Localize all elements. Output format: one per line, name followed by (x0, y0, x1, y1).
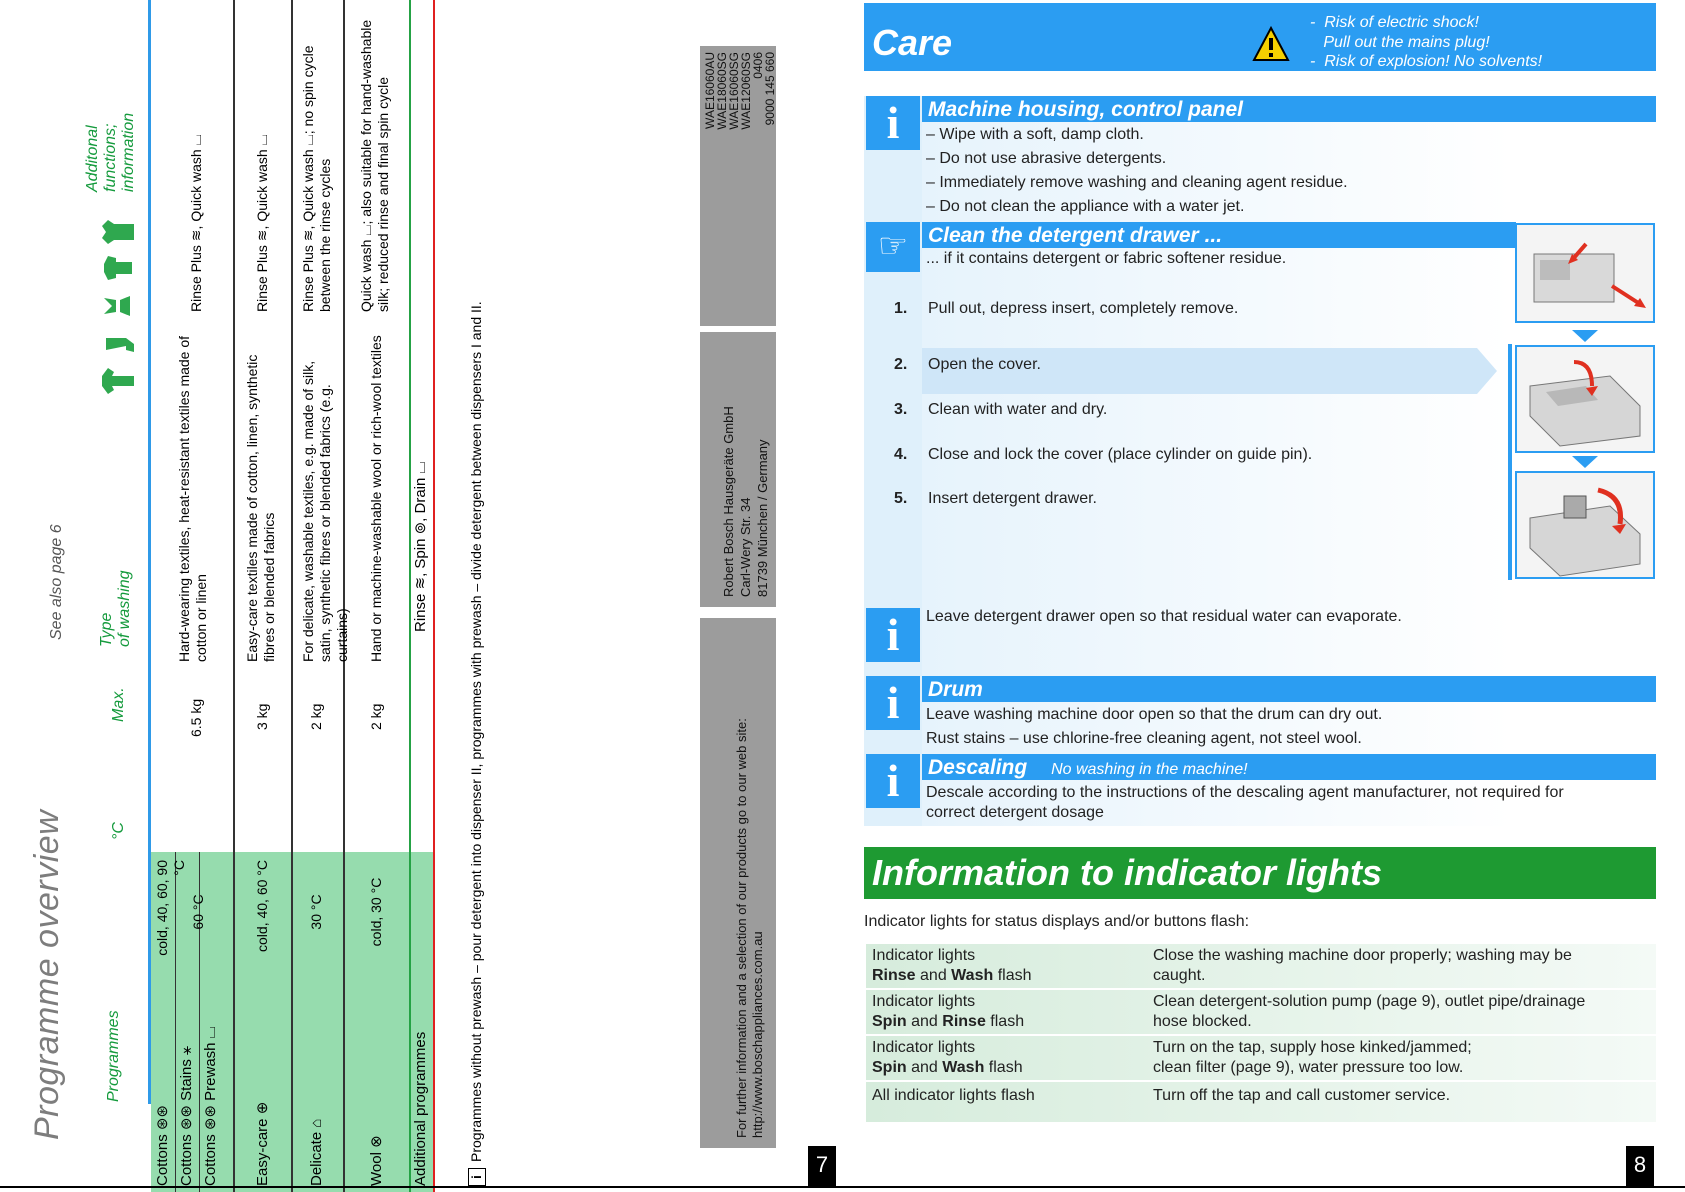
housing-item: – Wipe with a soft, damp cloth. (926, 126, 1144, 143)
step-text: Pull out, depress insert, completely remove. (928, 300, 1239, 317)
info-icon: i (866, 96, 920, 150)
descaling-title: Descaling (928, 756, 1028, 779)
indicator-action-line2: caught. (1153, 967, 1206, 984)
care-title: Care (872, 22, 953, 63)
see-also-note: See also page 6 (48, 524, 65, 640)
step-number: 2. (894, 356, 908, 373)
down-arrow-icon (1572, 330, 1598, 344)
drawer-title: Clean the detergent drawer ... (922, 222, 1516, 248)
temp-wool: cold, 30 °C (368, 877, 384, 947)
step-text: Open the cover. (928, 356, 1041, 373)
indicator-intro: Indicator lights for status displays and/or buttons flash: (864, 913, 1250, 930)
additional-programmes-value: Rinse ≋, Spin ⊚, Drain ⌴ (412, 461, 429, 632)
prog-cottons-stains: Cottons ⊛⊛ Stains ⚹ (178, 1045, 195, 1186)
type-delicate: For delicate, washable textiles, e.g. made of silk, satin, synthetic fibres or blended fabrics (e.g. curtains) (300, 360, 350, 662)
descaling-bar (922, 754, 1656, 780)
indicator-label: Indicator lights (872, 1039, 976, 1056)
header-additional: Additonal functions; information (84, 112, 137, 192)
indicator-title: Information to indicator lights (872, 852, 1382, 893)
prog-wool: Wool ⊗ (368, 1135, 385, 1186)
drawer-note: Leave detergent drawer open so that residual water can evaporate. (926, 608, 1402, 625)
type-cottons: Hard-wearing textiles, heat-resistant textiles made of cotton or linen (176, 335, 209, 662)
indicator-label-line2: Rinse and Wash flash (872, 967, 1032, 984)
down-arrow-icon (1572, 456, 1598, 470)
max-wool: 2 kg (368, 703, 384, 730)
step-text: Close and lock the cover (place cylinder on guide pin). (928, 446, 1313, 463)
page-number-8: 8 (1626, 1146, 1654, 1186)
header-temp: °C (110, 822, 127, 840)
indicator-label: Indicator lights (872, 993, 976, 1010)
temp-cottons: cold, 40, 60, 90 °C (154, 860, 187, 956)
prog-delicate: Delicate ⌂ (308, 1118, 325, 1186)
descaling-text-2: correct detergent dosage (926, 804, 1104, 821)
add-easy-care: Rinse Plus ≋, Quick wash ⌴ (254, 134, 270, 312)
drum-title: Drum (922, 676, 1656, 702)
pointer-hand-icon: ☞ (866, 222, 920, 272)
address-line-3: 81739 München / Germany (755, 439, 770, 597)
drawer-pull-out-illustration (1516, 224, 1656, 324)
add-cottons: Rinse Plus ≋, Quick wash ⌴ (188, 134, 204, 312)
step-text: Insert detergent drawer. (928, 490, 1097, 507)
model-date: 0406 (751, 52, 765, 79)
indicator-action: Close the washing machine door properly; washing may be (1153, 947, 1572, 964)
drum-item: Leave washing machine door open so that the drum can dry out. (926, 706, 1383, 723)
housing-item: – Immediately remove washing and cleaning agent residue. (926, 174, 1348, 191)
drawer-clean-illustration (1516, 472, 1656, 580)
prog-cottons-prewash: Cottons ⊛⊛ Prewash ⌴ (202, 1026, 219, 1186)
housing-item: – Do not use abrasive detergents. (926, 150, 1167, 167)
indicator-action-line2: hose blocked. (1153, 1013, 1252, 1030)
page-title: Programme overview (28, 809, 66, 1140)
model-4: WAE12060SG (739, 52, 753, 130)
drum-item: Rust stains – use chlorine-free cleaning agent, not steel wool. (926, 730, 1362, 747)
housing-title: Machine housing, control panel (922, 96, 1656, 122)
add-wool: Quick wash ⌴; also suitable for hand-washable silk; reduced rinse and final spin cycle (358, 19, 391, 312)
address-box (700, 332, 776, 607)
drawer-subtitle: ... if it contains detergent or fabric softener residue. (926, 250, 1287, 267)
step-number: 3. (894, 401, 908, 418)
address-line-1: Robert Bosch Hausgeräte GmbH (721, 406, 736, 597)
step-number: 4. (894, 446, 908, 463)
warning-2: Pull out the mains plug! (1310, 34, 1490, 51)
indicator-action: Turn off the tap and call customer service. (1153, 1087, 1451, 1104)
housing-item: – Do not clean the appliance with a water jet. (926, 198, 1245, 215)
max-easy-care: 3 kg (254, 703, 270, 730)
model-2: WAE18060SG (715, 52, 729, 130)
info-icon: i (866, 754, 920, 808)
prog-cottons: Cottons ⊛⊛ (154, 1105, 171, 1186)
temp-easy-care: cold, 40, 60 °C (254, 860, 270, 952)
add-delicate: Rinse Plus ≋, Quick wash ⌴; no spin cycle between the rinse cycles (300, 45, 333, 312)
indicator-action: Clean detergent-solution pump (page 9), outlet pipe/drainage (1153, 993, 1586, 1010)
drawer-open-cover-illustration (1516, 346, 1656, 454)
info-icon: i (468, 1168, 486, 1186)
step-number: 1. (894, 300, 908, 317)
model-1: WAE16060AU (703, 52, 717, 129)
additional-programmes-label: Additional programmes (412, 1031, 429, 1186)
model-box (700, 46, 776, 326)
descaling-subtitle: No washing in the machine! (1051, 761, 1248, 778)
website-box (700, 618, 776, 1148)
step-number: 5. (894, 490, 908, 507)
max-delicate: 2 kg (308, 703, 324, 730)
header-programmes: Programmes (105, 1010, 122, 1102)
temp-cottons-stains: 60 °C (190, 894, 206, 930)
model-number: 9000 145 660 (763, 52, 777, 126)
max-cottons: 6.5 kg (188, 698, 204, 737)
warning-3: - Risk of explosion! No solvents! (1310, 53, 1543, 70)
header-type: Type of washing (98, 570, 133, 647)
info-icon: i (866, 608, 920, 662)
indicator-label-line2: Spin and Wash flash (872, 1059, 1023, 1076)
model-3: WAE16060SG (727, 52, 741, 130)
indicator-action-line2: clean filter (page 9), water pressure too low. (1153, 1059, 1464, 1076)
warning-icon (1252, 26, 1290, 62)
indicator-label: All indicator lights flash (872, 1087, 1035, 1104)
type-easy-care: Easy-care textiles made of cotton, linen, synthetic fibres or blended fabrics (244, 354, 277, 662)
indicator-label-line2: Spin and Rinse flash (872, 1013, 1025, 1030)
warning-1: - Risk of electric shock! (1310, 14, 1479, 31)
step-text: Clean with water and dry. (928, 401, 1108, 418)
indicator-label: Indicator lights (872, 947, 976, 964)
descaling-text-1: Descale according to the instructions of the descaling agent manufacturer, not required for (926, 784, 1564, 801)
header-max: Max. (110, 687, 127, 722)
indicator-action: Turn on the tap, supply hose kinked/jammed; (1153, 1039, 1472, 1056)
page-number-7: 7 (808, 1146, 836, 1186)
address-line-2: Carl-Wery Str. 34 (738, 497, 753, 597)
garment-symbols-icon (98, 212, 142, 402)
temp-delicate: 30 °C (308, 894, 324, 930)
prog-easy-care: Easy-care ⊕ (254, 1101, 271, 1186)
website-text: For further information and a selection of our products go to our web site: (734, 718, 749, 1138)
info-icon: i (866, 676, 920, 730)
footnote-text: Programmes without prewash – pour detergent into dispenser II, programmes with prewash – divide detergent between dispensers I and II. (468, 301, 484, 1162)
type-wool: Hand or machine-washable wool or rich-wool textiles (368, 335, 384, 662)
website-url[interactable]: http://www.boschappliances.com.au (750, 931, 765, 1138)
